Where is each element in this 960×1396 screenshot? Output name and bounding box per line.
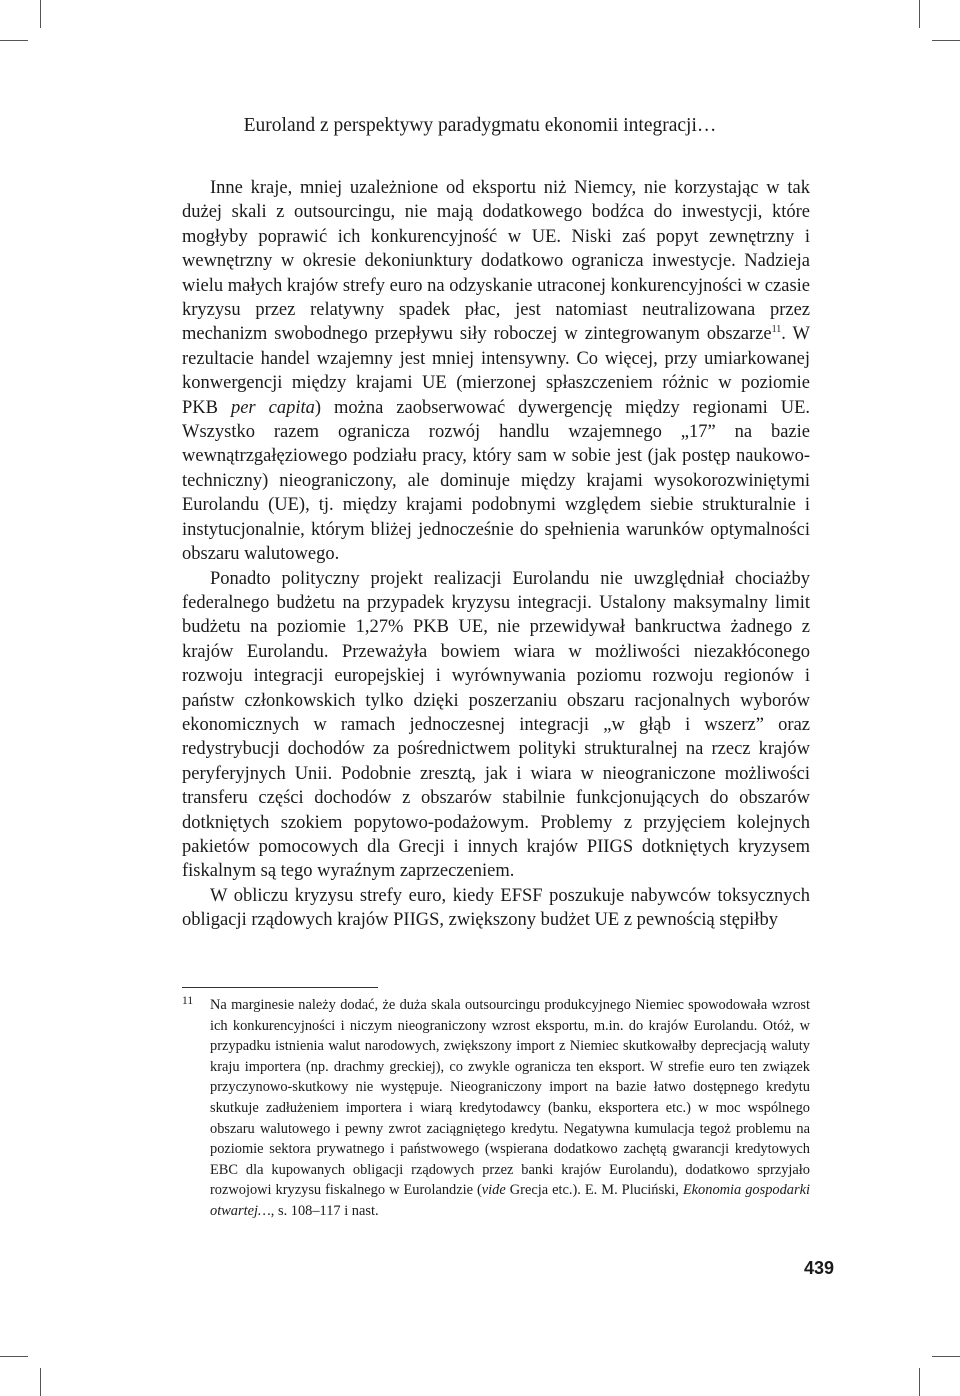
footnote-text-b: Grecja etc.). E. M. Pluciński, — [505, 1182, 683, 1199]
footnote — [182, 995, 810, 1222]
crop-mark-bottom-left-horizontal — [0, 1356, 28, 1357]
crop-mark-top-left-horizontal — [0, 40, 28, 41]
paragraph-1-part-a: Inne kraje, mniej uzależnione od eksportu niż Niemcy, nie korzystając w tak dużej skali z outsourcingu, nie mają dodatkowego bodźca do inwestycji, które mogłyby poprawić ich konkurencyjność w UE. Niski zaś popyt zewnętrzny i wewnętrzny w okresie dekoniunktury dodatkowo ogranicza inwestycje. Nadzieja wielu małych krajów strefy euro na odzyskanie utraconej konkurencyjności w czasie kryzysu przez relatywny spadek płac, jest natomiast neutralizowana przez mechanizm swobodnego przepływu siły roboczej w zintegrowanym obszarze — [182, 178, 810, 345]
paragraph-3 — [182, 884, 810, 933]
crop-mark-bottom-right-vertical — [919, 1368, 920, 1396]
paragraph-1-part-b: . W rezultacie handel wzajemny jest mniej intensywny. Co więcej, przy umiarkowanej konwergencji między krajami UE (mierzonej spłaszczeniem różnic w poziomie PKB — [182, 324, 810, 418]
crop-mark-top-left-vertical — [40, 0, 41, 28]
crop-mark-top-right-horizontal — [932, 40, 960, 41]
italic-book-title: Ekonomia gospodarki otwartej… — [210, 1182, 810, 1219]
footnote-reference[interactable]: 11 — [771, 324, 782, 336]
crop-mark-bottom-left-vertical — [40, 1368, 41, 1396]
running-header: Euroland z perspektywy paradygmatu ekonomii integracji… — [243, 115, 717, 136]
crop-mark-bottom-right-horizontal — [932, 1356, 960, 1357]
italic-vide: vide — [481, 1182, 506, 1199]
page-number: 439 — [803, 1258, 834, 1278]
paragraph-2-text: Ponadto polityczny projekt realizacji Eurolandu nie uwzględniał chociażby federalnego budżetu na przypadek kryzysu integracji. Ustalony maksymalny limit budżetu na poziomie 1,27% PKB UE, nie przewidywał bankructwa żadnego z krajów Eurolandu. Przeważyła bowiem wiara w możliwości niezakłóconego rozwoju integracji europejskiej i wyrównywania poziomu rozwoju regionów i państw członkowskich tylko dzięki poszerzaniu obszaru racjonalnych wyborów ekonomicznych w ramach jednoczesnej integracji „w głąb i wszerz” oraz redystrybucji dochodów za pośrednictwem polityki strukturalnej na rzecz krajów peryferyjnych Unii. Podobnie zresztą, jak i wiara w nieograniczone możliwości transferu części dochodów z obszarów stabilnie funkcjonujących do obszarów dotkniętych szokiem popytowo-podażowym. Problemy z przyjęciem kolejnych pakietów pomocowych dla Grecji i innych krajów PIIGS dotkniętych kryzysem fiskalnym są tego wyraźnym zaprzeczeniem. — [182, 568, 810, 882]
body-text — [182, 176, 810, 933]
paragraph-3-text: W obliczu kryzysu strefy euro, kiedy EFSF poszukuje nabywców toksycznych obligacji rządowych krajów PIIGS, zwiększony budżet UE z pewnością stępiłby — [182, 885, 810, 931]
paragraph-1 — [182, 176, 810, 567]
crop-mark-top-right-vertical — [919, 0, 920, 28]
footnote-text-c: , s. 108–117 i nast. — [270, 1202, 379, 1219]
italic-per-capita: per capita — [230, 397, 315, 418]
paragraph-1-part-c: ) można zaobserwować dywergencję między regionami UE. Wszystko razem ogranicza rozwój handlu wzajemnego „17” na bazie wewnątrzgałęziowego podziału pracy, który sam w sobie jest (jak postęp naukowo-techniczny) nieograniczony, ale dominuje między krajami wysokorozwiniętymi Eurolandu (UE), tj. między krajami podobnymi względem siebie strukturalnie i instytucjonalnie, którym bliżej jednocześnie do spełnienia warunków optymalności obszaru walutowego. — [182, 397, 810, 565]
footnote-text-a: Na marginesie należy dodać, że duża skala outsourcingu produkcyjnego Niemiec spowodowała wzrost ich konkurencyjności i niczym nieograniczony wzrost eksportu, m.in. do krajów Eurolandu. Otóż, w przypadku istnienia walut narodowych, zwiększony import z Niemiec skutkowałby deprecjacją waluty kraju importera (np. drachmy greckiej), co zwykle ogranicza ten eksport. W strefie euro ten związek przyczynowo-skutkowy nie występuje. Nieograniczony import na bazie łatwo dostępnego kredytu skutkuje zadłużeniem importera i wiarą kredytodawcy (banku, eksportera etc.) w moc wspólnego obszaru walutowego i pewny zwrot zaciągniętego kredytu. Negatywna kumulacja tegoż problemu na poziomie sektora prywatnego i państwowego (wspierana dodatkowo zachętą gwarancji kredytowych EBC dla kupowanych obligacji rządowych przez banki krajów Eurolandu), dodatkowo sprzyjało rozwojowi kryzysu fiskalnego w Eurolandzie ( — [210, 997, 810, 1199]
paragraph-2 — [182, 567, 810, 884]
footnote-text — [210, 995, 810, 1222]
footnote-separator — [182, 987, 378, 988]
footnote-number: 11 — [182, 995, 194, 1007]
